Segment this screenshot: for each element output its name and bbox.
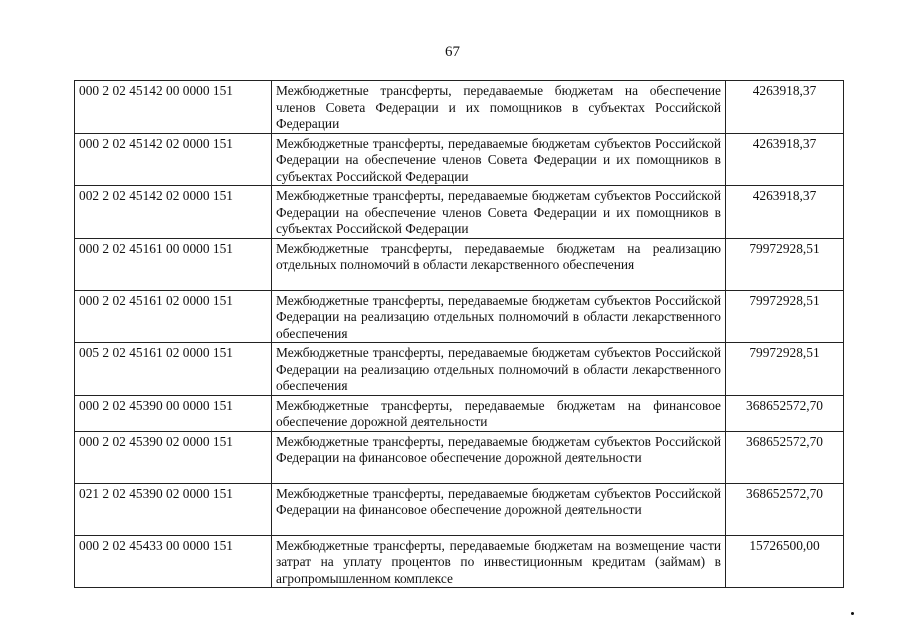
description-cell: Межбюджетные трансферты, передаваемые бюджетам на финансовое обеспечение дорожной деятельности xyxy=(272,395,726,431)
description-cell: Межбюджетные трансферты, передаваемые бюджетам субъектов Российской Федерации на реализацию отдельных полномочий в области лекарственного обеспечения xyxy=(272,343,726,396)
table-row xyxy=(75,290,844,343)
amount-cell: 79972928,51 xyxy=(726,290,844,343)
description-cell: Межбюджетные трансферты, передаваемые бюджетам субъектов Российской Федерации на обеспечение членов Совета Федерации и их помощников в субъектах Российской Федерации xyxy=(272,133,726,186)
budget-code-cell: 002 2 02 45142 02 0000 151 xyxy=(75,186,272,239)
amount-cell: 79972928,51 xyxy=(726,343,844,396)
description-cell: Межбюджетные трансферты, передаваемые бюджетам на возмещение части затрат на уплату процентов по инвестиционным кредитам (займам) в агропромышленном комплексе xyxy=(272,535,726,588)
table-row xyxy=(75,238,844,290)
table-row xyxy=(75,81,844,134)
scan-speck xyxy=(851,612,854,615)
budget-code-cell: 000 2 02 45433 00 0000 151 xyxy=(75,535,272,588)
amount-cell: 4263918,37 xyxy=(726,81,844,134)
budget-transfers-table xyxy=(74,80,844,588)
page-number: 67 xyxy=(445,44,460,60)
budget-code-cell: 000 2 02 45142 02 0000 151 xyxy=(75,133,272,186)
description-cell: Межбюджетные трансферты, передаваемые бюджетам субъектов Российской Федерации на реализацию отдельных полномочий в области лекарственного обеспечения xyxy=(272,290,726,343)
description-cell: Межбюджетные трансферты, передаваемые бюджетам субъектов Российской Федерации на финансовое обеспечение дорожной деятельности xyxy=(272,483,726,535)
description-cell: Межбюджетные трансферты, передаваемые бюджетам субъектов Российской Федерации на финансовое обеспечение дорожной деятельности xyxy=(272,431,726,483)
budget-code-cell: 005 2 02 45161 02 0000 151 xyxy=(75,343,272,396)
budget-code-cell: 000 2 02 45161 02 0000 151 xyxy=(75,290,272,343)
budget-code-cell: 000 2 02 45390 02 0000 151 xyxy=(75,431,272,483)
amount-cell: 368652572,70 xyxy=(726,483,844,535)
table-row xyxy=(75,483,844,535)
budget-code-cell: 000 2 02 45161 00 0000 151 xyxy=(75,238,272,290)
amount-cell: 368652572,70 xyxy=(726,395,844,431)
amount-cell: 79972928,51 xyxy=(726,238,844,290)
table-row xyxy=(75,431,844,483)
table-row xyxy=(75,395,844,431)
amount-cell: 368652572,70 xyxy=(726,431,844,483)
budget-code-cell: 000 2 02 45390 00 0000 151 xyxy=(75,395,272,431)
table-row xyxy=(75,535,844,588)
amount-cell: 4263918,37 xyxy=(726,186,844,239)
budget-code-cell: 000 2 02 45142 00 0000 151 xyxy=(75,81,272,134)
amount-cell: 4263918,37 xyxy=(726,133,844,186)
budget-code-cell: 021 2 02 45390 02 0000 151 xyxy=(75,483,272,535)
table-row xyxy=(75,133,844,186)
amount-cell: 15726500,00 xyxy=(726,535,844,588)
description-cell: Межбюджетные трансферты, передаваемые бюджетам на реализацию отдельных полномочий в области лекарственного обеспечения xyxy=(272,238,726,290)
table-row xyxy=(75,343,844,396)
table-row xyxy=(75,186,844,239)
description-cell: Межбюджетные трансферты, передаваемые бюджетам субъектов Российской Федерации на обеспечение членов Совета Федерации и их помощников в субъектах Российской Федерации xyxy=(272,186,726,239)
description-cell: Межбюджетные трансферты, передаваемые бюджетам на обеспечение членов Совета Федерации и их помощников в субъектах Российской Федерации xyxy=(272,81,726,134)
